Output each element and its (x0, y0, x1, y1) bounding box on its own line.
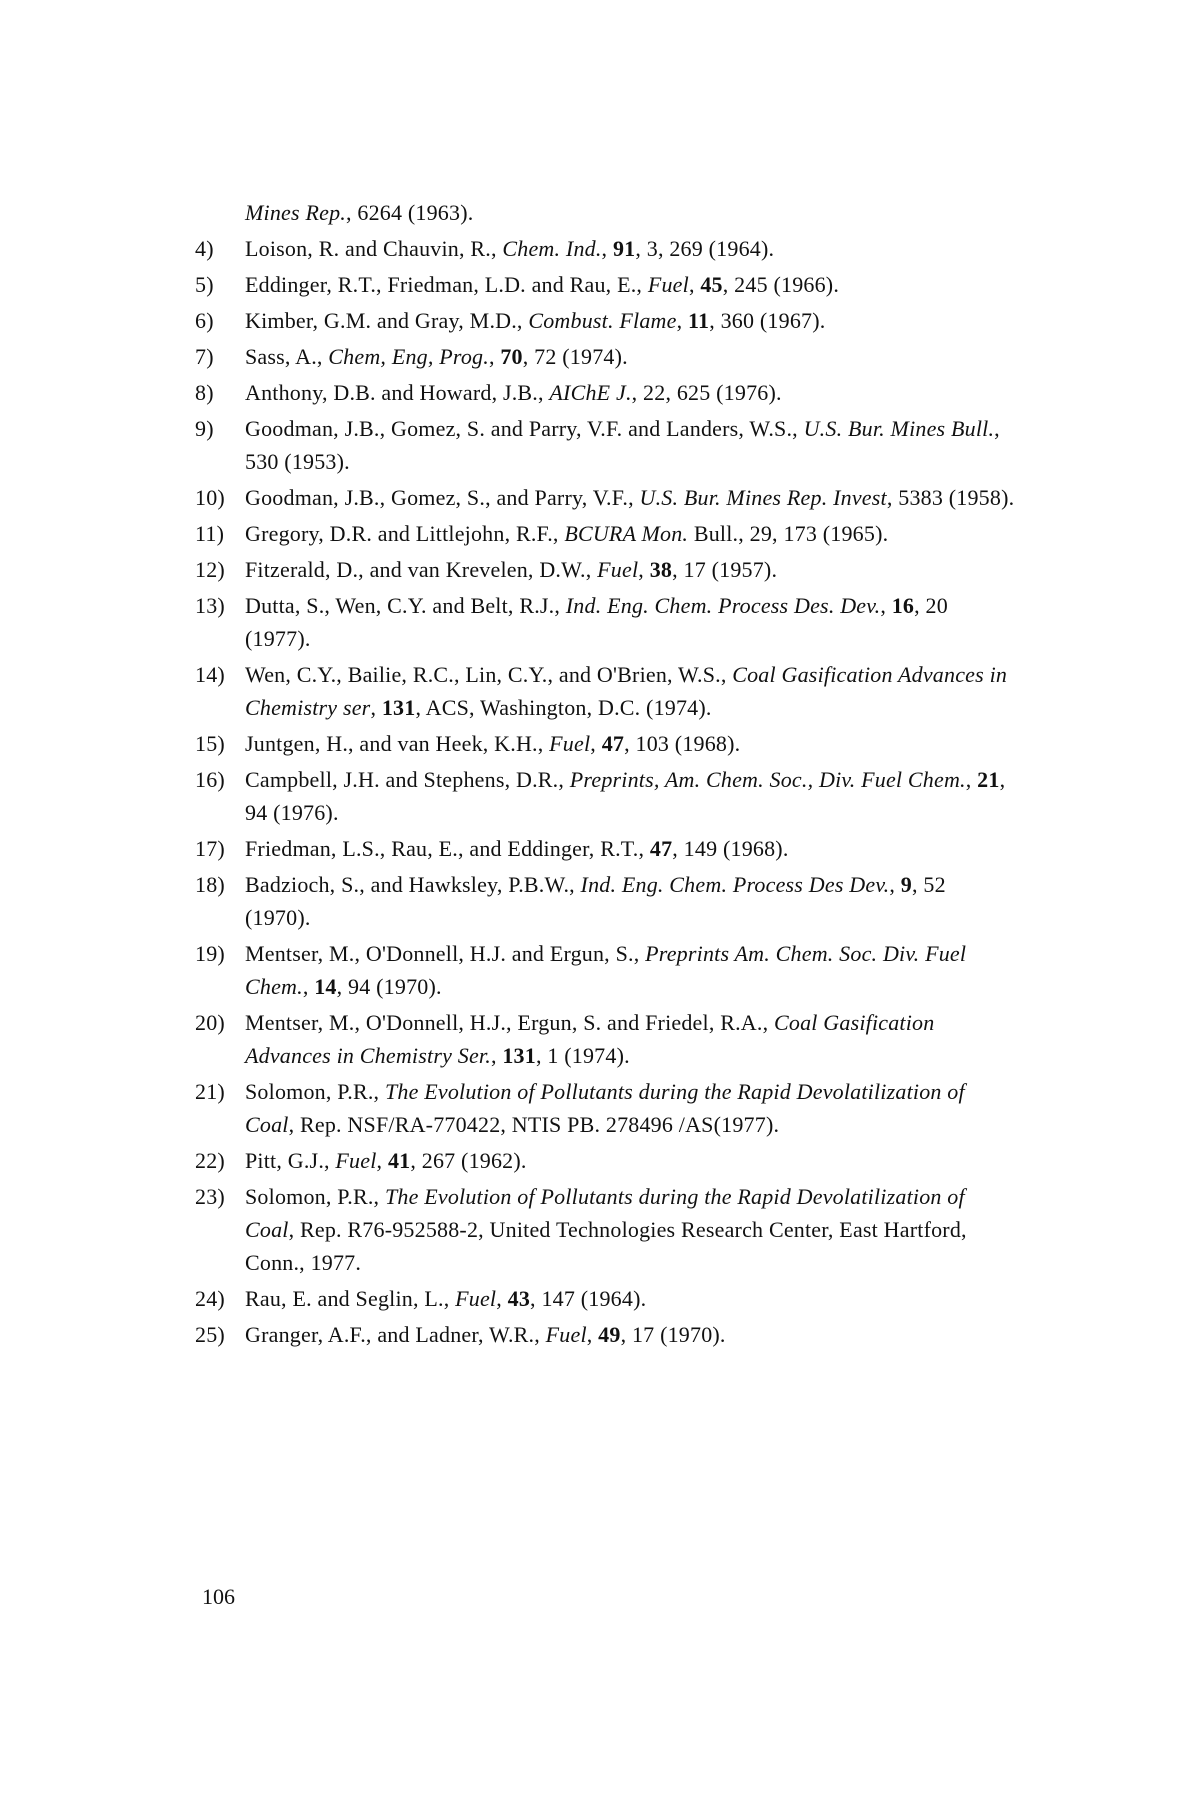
reference-text (245, 836, 789, 861)
reference-source-title: Coal Gasification Advances in Chemistry Ser. (245, 1010, 935, 1068)
reference-segment: Loison, R. and Chauvin, R., (245, 236, 503, 261)
reference-source-title: Ind. Eng. Chem. Process Des Dev. (580, 872, 890, 897)
reference-source-title: U.S. Bur. Mines Rep. Invest (639, 485, 887, 510)
reference-segment: , 17 (1970). (620, 1322, 726, 1347)
reference-volume: 38 (649, 557, 673, 582)
reference-text (245, 308, 825, 333)
reference-segment: , (302, 974, 315, 999)
reference-segment: , (590, 731, 602, 756)
reference-number: 18) (195, 872, 225, 897)
reference-segment: , 267 (1962). (410, 1148, 527, 1173)
reference-number: 24) (195, 1286, 225, 1311)
page-number: 106 (202, 1584, 235, 1609)
reference-segment: , (688, 272, 701, 297)
reference-number: 11) (195, 521, 225, 546)
reference-number: 16) (195, 767, 225, 792)
reference-page (195, 196, 1015, 1354)
reference-segment: , (586, 1322, 599, 1347)
reference-segment: , 20 (1977). (245, 593, 948, 651)
reference-number: 6) (195, 308, 214, 333)
reference-item (195, 553, 1015, 586)
reference-text (245, 200, 473, 225)
reference-list (195, 196, 1015, 1351)
reference-number: 4) (195, 236, 214, 261)
reference-text (245, 1148, 527, 1173)
reference-text (245, 593, 948, 651)
reference-segment: , (889, 872, 901, 897)
reference-text (245, 1079, 965, 1137)
reference-segment: Goodman, J.B., Gomez, S., and Parry, V.F., (245, 485, 640, 510)
reference-source-title: Combust. Flame (528, 308, 677, 333)
reference-text (245, 416, 1000, 474)
reference-text (245, 521, 888, 546)
reference-segment: Solomon, P.R., (245, 1184, 385, 1209)
reference-number: 22) (195, 1148, 225, 1173)
reference-segment: , (965, 767, 978, 792)
reference-volume: 16 (891, 593, 915, 618)
reference-segment: Sass, A., (245, 344, 329, 369)
reference-segment: Friedman, L.S., Rau, E., and Eddinger, R.T., (245, 836, 650, 861)
reference-item (195, 1144, 1015, 1177)
reference-item (195, 937, 1015, 1003)
reference-text (245, 272, 839, 297)
reference-text (245, 557, 777, 582)
reference-item (195, 763, 1015, 829)
reference-segment: Campbell, J.H. and Stephens, D.R., (245, 767, 570, 792)
reference-segment: , 94 (1970). (336, 974, 442, 999)
reference-segment: Badzioch, S., and Hawksley, P.B.W., (245, 872, 581, 897)
reference-item (195, 481, 1015, 514)
reference-item (195, 268, 1015, 301)
reference-segment: , 72 (1974). (522, 344, 628, 369)
reference-volume: 91 (612, 236, 636, 261)
reference-segment: , 245 (1966). (722, 272, 840, 297)
reference-text (245, 1010, 934, 1068)
reference-number: 23) (195, 1184, 225, 1209)
reference-segment: , (488, 344, 501, 369)
reference-text (245, 344, 628, 369)
reference-item (195, 1075, 1015, 1141)
reference-item (195, 589, 1015, 655)
reference-segment: Fitzerald, D., and van Krevelen, D.W., (245, 557, 598, 582)
reference-volume: 43 (507, 1286, 531, 1311)
reference-segment: , (370, 695, 382, 720)
reference-text (245, 236, 774, 261)
reference-item (195, 1282, 1015, 1315)
reference-segment: , (880, 593, 892, 618)
reference-segment: , (496, 1286, 508, 1311)
reference-segment: Pitt, G.J., (245, 1148, 336, 1173)
reference-volume: 47 (601, 731, 625, 756)
reference-segment: , (676, 308, 688, 333)
reference-source-title: Fuel (335, 1148, 377, 1173)
reference-text (245, 872, 946, 930)
reference-source-title: Ind. Eng. Chem. Process Des. Dev. (565, 593, 881, 618)
reference-segment: , 530 (1953). (245, 416, 1000, 474)
reference-segment: Gregory, D.R. and Littlejohn, R.F., (245, 521, 565, 546)
reference-source-title: Fuel (647, 272, 689, 297)
reference-number: 19) (195, 941, 225, 966)
reference-segment: , (490, 1043, 503, 1068)
reference-source-title: The Evolution of Pollutants during the Rapid Devolatilization of Coal (245, 1184, 965, 1242)
reference-number: 9) (195, 416, 214, 441)
reference-number: 14) (195, 662, 225, 687)
reference-number: 21) (195, 1079, 225, 1104)
reference-source-title: U.S. Bur. Mines Bull. (803, 416, 995, 441)
reference-source-title: Fuel (455, 1286, 497, 1311)
reference-segment: Granger, A.F., and Ladner, W.R., (245, 1322, 546, 1347)
reference-segment: Mentser, M., O'Donnell, H.J. and Ergun, S., (245, 941, 646, 966)
reference-segment: , 3, 269 (1964). (635, 236, 775, 261)
reference-volume: 49 (598, 1322, 621, 1347)
reference-segment: , 94 (1976). (245, 767, 1006, 825)
reference-segment: Dutta, S., Wen, C.Y. and Belt, R.J., (245, 593, 566, 618)
reference-segment: Kimber, G.M. and Gray, M.D., (245, 308, 529, 333)
reference-segment: , (601, 236, 613, 261)
reference-number: 13) (195, 593, 225, 618)
reference-item (195, 1180, 1015, 1279)
reference-item (195, 232, 1015, 265)
reference-segment: , ACS, Washington, D.C. (1974). (415, 695, 712, 720)
reference-segment: Juntgen, H., and van Heek, K.H., (245, 731, 550, 756)
reference-volume: 131 (381, 695, 416, 720)
reference-item (195, 376, 1015, 409)
reference-source-title: Fuel (549, 731, 591, 756)
reference-segment: Anthony, D.B. and Howard, J.B., (245, 380, 550, 405)
reference-text (245, 1184, 967, 1275)
reference-volume: 47 (649, 836, 673, 861)
reference-text (245, 485, 1014, 510)
reference-number: 15) (195, 731, 225, 756)
reference-text (245, 380, 782, 405)
reference-number: 8) (195, 380, 214, 405)
reference-source-title: BCURA Mon. (564, 521, 689, 546)
reference-segment: , 22, 625 (1976). (631, 380, 782, 405)
reference-text (245, 767, 1005, 825)
reference-item (195, 1006, 1015, 1072)
reference-segment: Solomon, P.R., (245, 1079, 385, 1104)
reference-segment: , Rep. NSF/RA-770422, NTIS PB. 278496 /AS(1977). (288, 1112, 780, 1137)
reference-segment: Goodman, J.B., Gomez, S. and Parry, V.F. and Landers, W.S., (245, 416, 804, 441)
reference-segment: , 103 (1968). (624, 731, 741, 756)
reference-source-title: The Evolution of Pollutants during the Rapid Devolatilization of Coal (245, 1079, 965, 1137)
reference-segment: Bull., 29, 173 (1965). (688, 521, 889, 546)
reference-number: 5) (195, 272, 214, 297)
reference-text (245, 731, 740, 756)
reference-source-title: Fuel (545, 1322, 587, 1347)
reference-source-title: Fuel (597, 557, 639, 582)
reference-source-title: Coal Gasification Advances in Chemistry ser (245, 662, 1008, 720)
reference-volume: 11 (688, 308, 710, 333)
reference-segment: Wen, C.Y., Bailie, R.C., Lin, C.Y., and O'Brien, W.S., (245, 662, 733, 687)
reference-item (195, 340, 1015, 373)
reference-segment: , 360 (1967). (709, 308, 826, 333)
reference-segment: Rau, E. and Seglin, L., (245, 1286, 456, 1311)
reference-text (245, 662, 1007, 720)
reference-volume: 131 (502, 1043, 536, 1068)
reference-segment: Mentser, M., O'Donnell, H.J., Ergun, S. and Friedel, R.A., (245, 1010, 774, 1035)
reference-source-title: Preprints Am. Chem. Soc. Div. Fuel Chem. (245, 941, 967, 999)
reference-volume: 9 (900, 872, 912, 897)
reference-text (245, 941, 966, 999)
reference-volume: 21 (977, 767, 1000, 792)
reference-volume: 41 (387, 1148, 411, 1173)
reference-item (195, 658, 1015, 724)
reference-source-title: Chem, Eng, Prog. (328, 344, 489, 369)
reference-segment: , Rep. R76-952588-2, United Technologies Research Center, East Hartford, Conn., 1977. (245, 1217, 967, 1275)
reference-number: 20) (195, 1010, 225, 1035)
reference-source-title: Chem. Ind. (502, 236, 602, 261)
reference-number: 17) (195, 836, 225, 861)
reference-segment: , 149 (1968). (672, 836, 789, 861)
reference-volume: 14 (314, 974, 337, 999)
reference-volume: 45 (700, 272, 723, 297)
reference-segment: , 5383 (1958). (886, 485, 1015, 510)
reference-segment: , 17 (1957). (672, 557, 778, 582)
reference-source-title: Preprints, Am. Chem. Soc., Div. Fuel Chem. (569, 767, 966, 792)
reference-number: 10) (195, 485, 225, 510)
reference-segment: , 147 (1964). (530, 1286, 647, 1311)
reference-volume: 70 (500, 344, 523, 369)
reference-number: 12) (195, 557, 225, 582)
reference-item (195, 832, 1015, 865)
reference-text (245, 1322, 726, 1347)
reference-number: 7) (195, 344, 214, 369)
reference-source-title: AIChE J. (549, 380, 632, 405)
reference-segment: , (638, 557, 650, 582)
reference-item (195, 304, 1015, 337)
reference-segment: , (376, 1148, 388, 1173)
reference-segment: Eddinger, R.T., Friedman, L.D. and Rau, E., (245, 272, 648, 297)
reference-item (195, 1318, 1015, 1351)
reference-segment: , 6264 (1963). (345, 200, 474, 225)
reference-item (195, 412, 1015, 478)
reference-text (245, 1286, 646, 1311)
reference-item (195, 727, 1015, 760)
reference-segment: , 1 (1974). (535, 1043, 630, 1068)
reference-item (195, 517, 1015, 550)
reference-item (245, 196, 1015, 229)
reference-source-title: Mines Rep. (245, 200, 346, 225)
reference-item (195, 868, 1015, 934)
reference-segment: , 52 (1970). (245, 872, 946, 930)
reference-number: 25) (195, 1322, 225, 1347)
